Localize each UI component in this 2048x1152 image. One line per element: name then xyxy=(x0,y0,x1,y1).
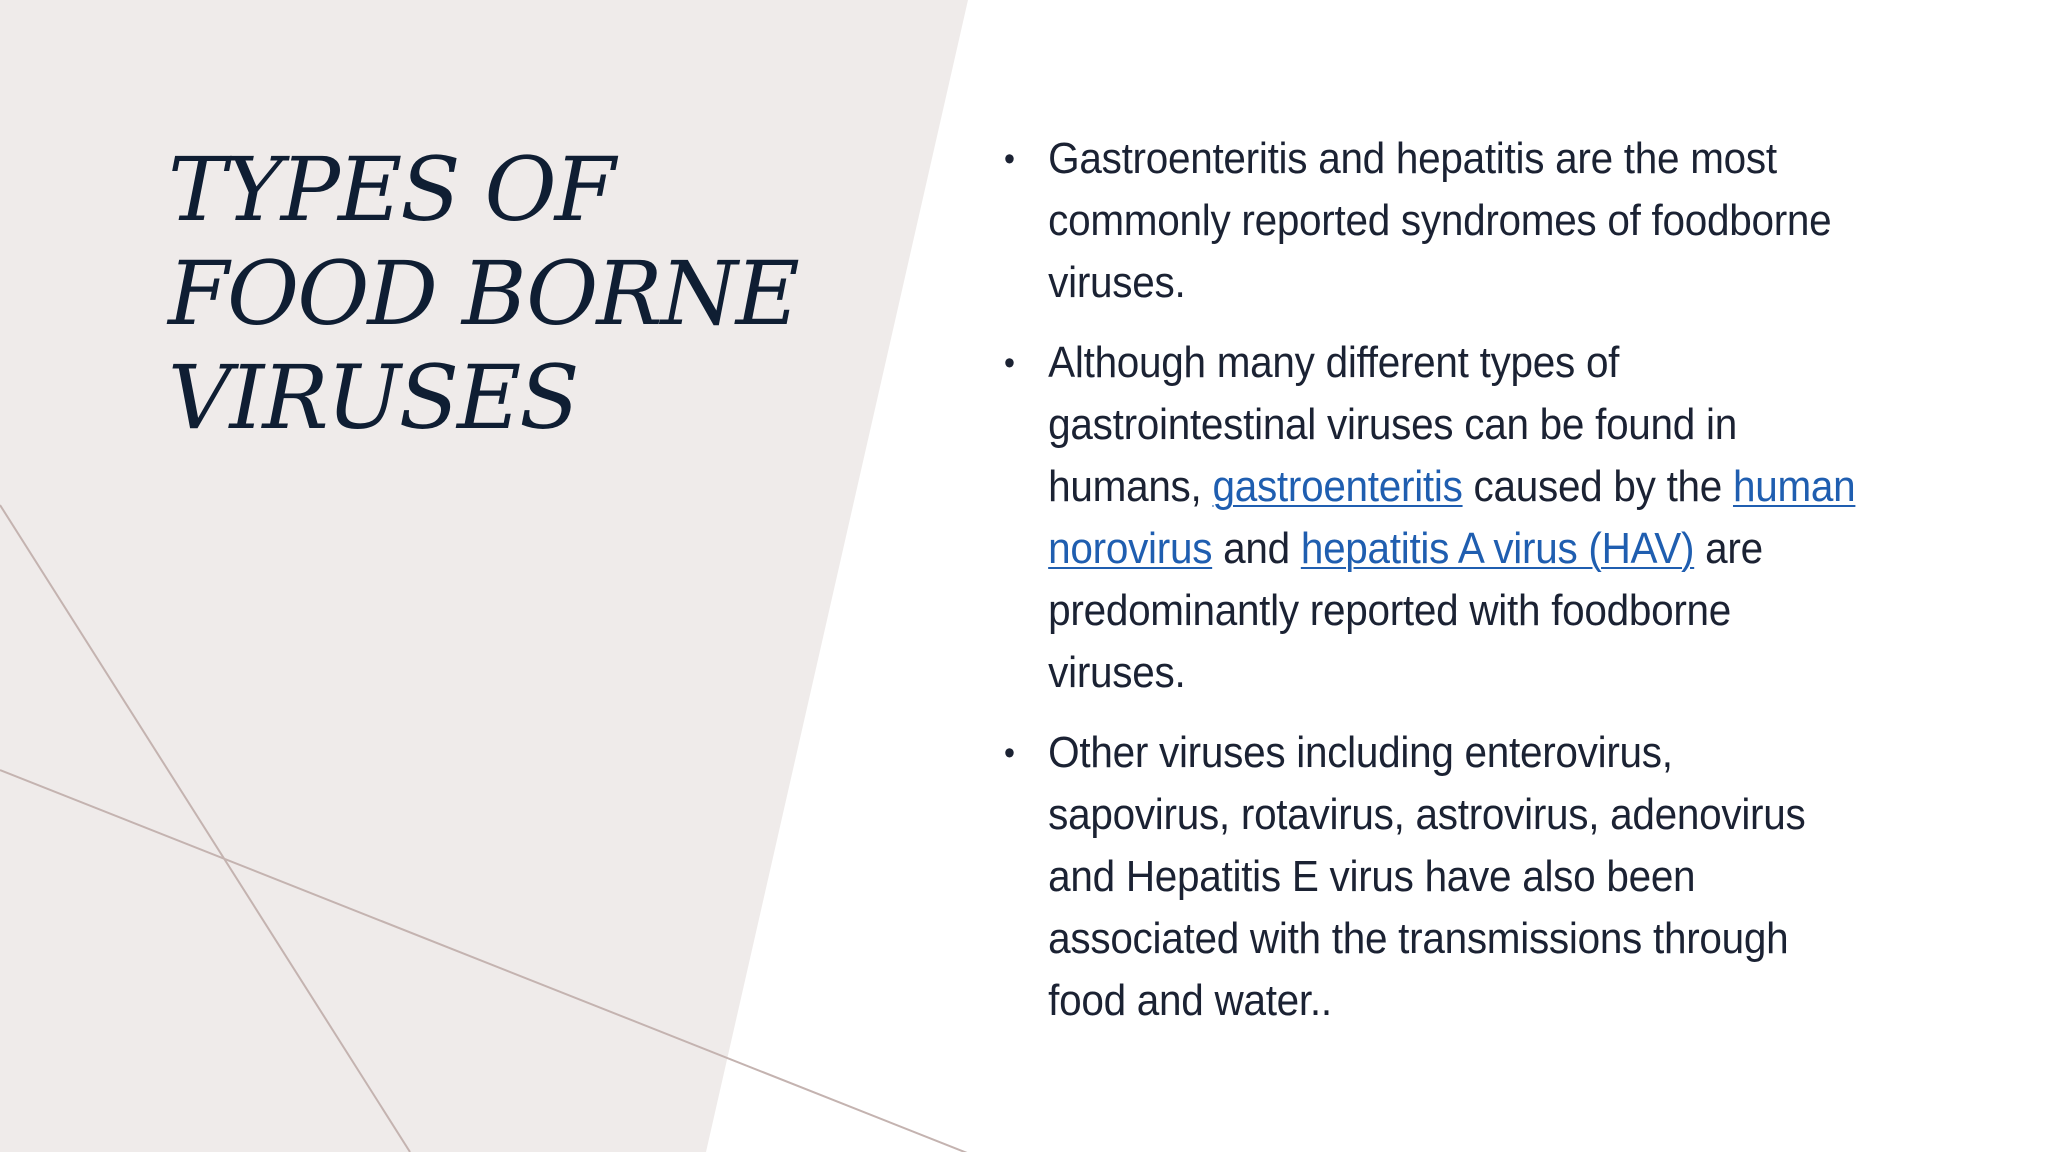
bullet-1-text: Gastroenteritis and hepatitis are the most commonly reported syndromes of foodborne viruses. xyxy=(1048,134,1832,307)
title-line-3: VIRUSES xyxy=(168,346,578,449)
title-line-1: TYPES OF xyxy=(168,138,614,241)
title-line-2: FOOD BORNE xyxy=(168,242,798,345)
bullet-dot-icon: • xyxy=(1004,344,1015,382)
bullet-2-text-part2: caused by the xyxy=(1462,462,1733,511)
bullet-item-3 xyxy=(1004,722,1860,1032)
bullet-dot-icon: • xyxy=(1004,140,1015,178)
slide-title xyxy=(168,138,868,450)
bullet-list xyxy=(1004,128,1860,1050)
bullet-dot-icon: • xyxy=(1004,734,1015,772)
bullet-item-2 xyxy=(1004,332,1860,704)
link-gastroenteritis[interactable]: gastroenteritis xyxy=(1212,462,1463,511)
bullet-2-text-part4: are predominantly reported with foodborne viruses. xyxy=(1048,524,1763,697)
link-human-norovirus[interactable]: human norovirus xyxy=(1048,462,1856,573)
bullet-3-text: Other viruses including enterovirus, sapovirus, rotavirus, astrovirus, adenovirus and Hepatitis E virus have also been associated with the transmissions through food and water.. xyxy=(1048,728,1806,1025)
bullet-2-text-part3: and xyxy=(1212,524,1301,573)
link-hepatitis-a-virus[interactable]: hepatitis A virus (HAV) xyxy=(1300,524,1695,573)
bullet-2-text-part1: Although many different types of gastrointestinal viruses can be found in humans, xyxy=(1048,338,1737,511)
bullet-item-1 xyxy=(1004,128,1860,314)
